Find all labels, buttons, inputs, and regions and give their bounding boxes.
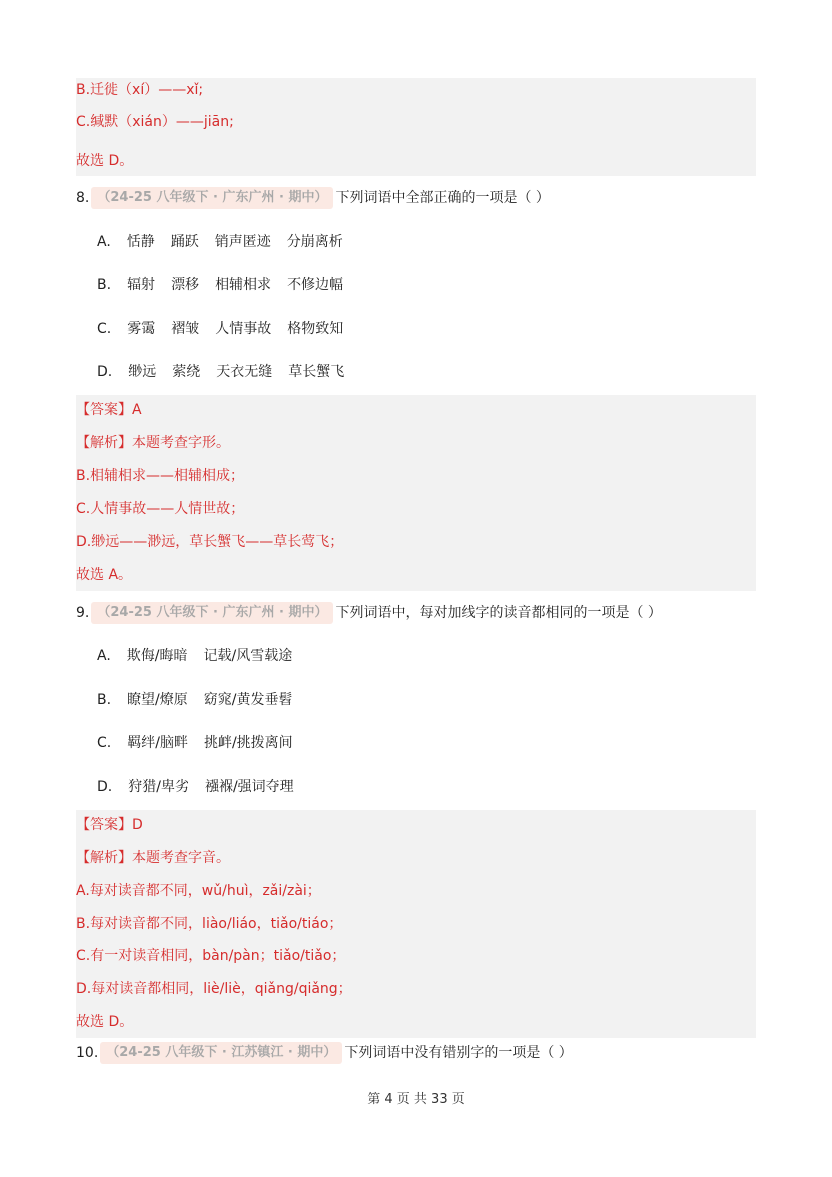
analysis-line: D.每对读音都相同，liè/liè，qiǎng/qiǎng； xyxy=(76,981,352,997)
analysis-label: 【解析】本题考查字形。 xyxy=(76,435,230,451)
source-tag: （24-25 八年级下 · 江苏镇江 · 期中） xyxy=(100,1042,342,1064)
option-b: B. 辐射 漂移 相辅相求 不修边幅 xyxy=(97,277,344,293)
analysis-line: B.相辅相求——相辅相成； xyxy=(76,468,245,484)
option-b: B. 瞭望/燎原 窈窕/黄发垂髫 xyxy=(97,692,293,708)
answer-line: C.缄默（xián）——jiān; xyxy=(76,114,234,130)
question-number: 8. xyxy=(76,190,90,206)
option-d: D. 狩猎/卑劣 襁褓/强词夺理 xyxy=(97,779,294,795)
source-tag: （24-25 八年级下 · 广东广州 · 期中） xyxy=(91,602,333,624)
option-c: C. 雾霭 褶皱 人情事故 格物致知 xyxy=(97,321,344,337)
question-stem: 下列词语中全部正确的一项是（ ） xyxy=(335,190,550,206)
analysis-line: C.有一对读音相同，bàn/pàn；tiǎo/tiǎo； xyxy=(76,948,346,964)
option-a: A. 欺侮/晦暗 记载/风雪载途 xyxy=(97,648,293,664)
question-number: 10. xyxy=(76,1045,99,1061)
analysis-line: C.人情事故——人情世故； xyxy=(76,501,245,517)
question-8 xyxy=(76,187,550,209)
source-tag: （24-25 八年级下 · 广东广州 · 期中） xyxy=(91,187,333,209)
answer-label: 【答案】D xyxy=(76,817,143,833)
analysis-line: 故选 D。 xyxy=(76,1014,134,1030)
analysis-line: D.缈远——渺远，草长蟹飞——草长莺飞； xyxy=(76,534,344,550)
answer-label: 【答案】A xyxy=(76,402,142,418)
analysis-label: 【解析】本题考查字音。 xyxy=(76,850,230,866)
q8-answer-block xyxy=(76,395,756,591)
question-stem: 下列词语中没有错别字的一项是（ ） xyxy=(344,1045,573,1061)
option-c: C. 羁绊/脑畔 挑衅/挑拨离间 xyxy=(97,735,293,751)
option-d: D. 缈远 萦绕 天衣无缝 草长蟹飞 xyxy=(97,364,345,380)
question-number: 9. xyxy=(76,605,90,621)
question-10 xyxy=(76,1042,573,1064)
analysis-line: 故选 A。 xyxy=(76,567,133,583)
question-9 xyxy=(76,602,662,624)
answer-line: 故选 D。 xyxy=(76,153,134,169)
answer-line: B.迁徙（xí）——xǐ; xyxy=(76,82,204,98)
page-footer: 第 4 页 共 33 页 xyxy=(367,1092,465,1107)
analysis-line: B.每对读音都不同，liào/liáo，tiǎo/tiáo； xyxy=(76,916,343,932)
analysis-line: A.每对读音都不同，wǔ/huì，zǎi/zài； xyxy=(76,883,321,899)
option-a: A. 恬静 踊跃 销声匿迹 分崩离析 xyxy=(97,234,343,250)
question-stem: 下列词语中，每对加线字的读音都相同的一项是（ ） xyxy=(335,605,662,621)
